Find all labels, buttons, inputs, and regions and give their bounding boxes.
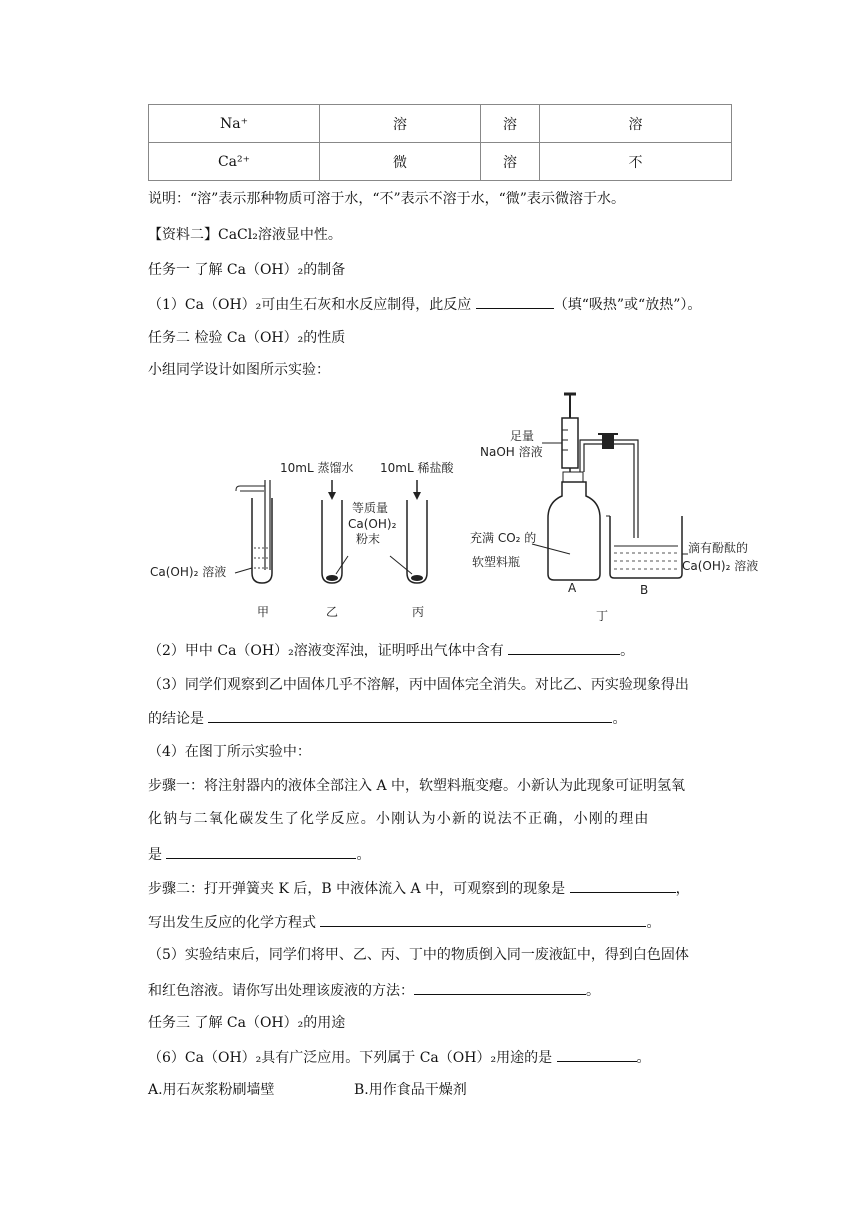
answer-blank-3[interactable]: [208, 708, 612, 723]
table-cell: Ca²⁺: [149, 143, 320, 181]
answer-blank-7[interactable]: [414, 980, 586, 995]
step-2-equation-suffix: 。: [646, 915, 661, 931]
label-sufficient: 足量: [510, 429, 535, 443]
tube-yi: [322, 480, 342, 583]
task-three-heading: 任务三 了解 Ca（OH）₂的用途: [148, 1015, 346, 1031]
answer-blank-6[interactable]: [320, 912, 646, 927]
step-1-line-3: [148, 844, 370, 865]
step-1-line-1: 步骤一：将注射器内的液体全部注入 A 中，软塑料瓶变瘪。小新认为此现象可证明氢氧: [148, 778, 686, 794]
label-phenolphthalein: 滴有酚酞的: [688, 541, 749, 555]
question-1-suffix: （填“吸热”或“放热”）。: [553, 297, 702, 313]
step-2-text: 步骤二：打开弹簧夹 K 后，B 中液体流入 A 中，可观察到的现象是: [148, 881, 570, 897]
table-cell: 溶: [320, 105, 481, 143]
label-b: B: [640, 583, 649, 597]
option-a: A.用石灰浆粉刷墙壁: [148, 1082, 275, 1098]
table-row: [149, 143, 732, 181]
label-soft-bottle: 软塑料瓶: [472, 555, 521, 569]
apparatus-ding: [532, 394, 688, 580]
question-3-text: 的结论是: [148, 711, 209, 727]
answer-blank-4[interactable]: [166, 844, 356, 859]
step-2-suffix: ，: [675, 881, 690, 897]
tube-jia: [235, 480, 272, 583]
step-1-text: 是: [148, 847, 167, 863]
question-5-text: 和红色溶液。请你写出处理该废液的方法：: [148, 983, 414, 999]
table-cell: 溶: [540, 105, 732, 143]
label-equal-mass: 等质量: [352, 501, 389, 515]
question-5-suffix: 。: [586, 983, 600, 999]
label-equal-caoh: Ca(OH)₂: [348, 517, 397, 531]
step-2-line-2: [148, 912, 660, 933]
table-cell: Na⁺: [149, 105, 320, 143]
question-4: （4）在图丁所示实验中：: [148, 744, 311, 760]
question-3-line-1: （3）同学们观察到乙中固体几乎不溶解，丙中固体完全消失。对比乙、丙实验现象得出: [148, 677, 689, 693]
label-bing: 丙: [412, 605, 425, 619]
step-1-suffix: 。: [356, 847, 371, 863]
label-a: A: [568, 581, 577, 595]
question-1: [148, 294, 701, 315]
label-caoh-solution-jia: Ca(OH)₂ 溶液: [150, 565, 227, 579]
table-cell: 微: [320, 143, 481, 181]
table-cell: 溶: [481, 105, 540, 143]
experiment-figure: [140, 388, 780, 628]
question-3-line-2: [148, 708, 626, 729]
step-2-equation-text: 写出发生反应的化学方程式: [148, 915, 321, 931]
table-cell: 溶: [481, 143, 540, 181]
label-powder: 粉末: [356, 532, 381, 546]
label-caoh-solution-b: Ca(OH)₂ 溶液: [682, 559, 759, 573]
step-1-line-2: 化钠与二氧化碳发生了化学反应。小刚认为小新的说法不正确，小刚的理由: [148, 811, 650, 827]
tube-bing: [407, 480, 427, 583]
task-one-heading: 任务一 了解 Ca（OH）₂的制备: [148, 262, 346, 278]
question-2-text: （2）甲中 Ca（OH）₂溶液变浑浊，证明呼出气体中含有: [148, 643, 509, 659]
label-jia: 甲: [257, 605, 270, 619]
option-b: B.用作食品干燥剂: [354, 1082, 467, 1098]
label-yi: 乙: [326, 605, 339, 619]
label-distilled-water: 10mL 蒸馏水: [280, 461, 354, 475]
question-6: [148, 1047, 651, 1068]
label-co2-bottle: 充满 CO₂ 的: [470, 531, 537, 545]
question-5-line-1: （5）实验结束后，同学们将甲、乙、丙、丁中的物质倒入同一废液缸中，得到白色固体: [148, 947, 689, 963]
label-dilute-hcl: 10mL 稀盐酸: [380, 461, 454, 475]
answer-blank-8[interactable]: [557, 1047, 637, 1062]
answer-blank-1[interactable]: [476, 294, 554, 309]
question-2-suffix: 。: [620, 643, 635, 659]
question-3-suffix: 。: [612, 711, 627, 727]
question-5-line-2: [148, 980, 600, 1001]
label-ding: 丁: [596, 609, 609, 623]
solubility-note: 说明：“溶”表示那种物质可溶于水，“不”表示不溶于水，“微”表示微溶于水。: [148, 191, 625, 207]
question-6-text: （6）Ca（OH）₂具有广泛应用。下列属于 Ca（OH）₂用途的是: [148, 1050, 557, 1066]
material-two: 【资料二】CaCl₂溶液显中性。: [148, 227, 342, 243]
design-intro: 小组同学设计如图所示实验：: [148, 362, 330, 378]
task-two-heading: 任务二 检验 Ca（OH）₂的性质: [148, 330, 346, 346]
question-2: [148, 640, 634, 661]
question-1-text: （1）Ca（OH）₂可由生石灰和水反应制得，此反应: [148, 297, 476, 313]
label-naoh-solution: NaOH 溶液: [480, 445, 543, 459]
answer-blank-5[interactable]: [570, 878, 676, 893]
solubility-table: [148, 104, 732, 181]
step-2-line-1: [148, 878, 690, 899]
table-cell: 不: [540, 143, 732, 181]
answer-blank-2[interactable]: [508, 640, 620, 655]
table-row: [149, 105, 732, 143]
question-6-suffix: 。: [636, 1050, 651, 1066]
